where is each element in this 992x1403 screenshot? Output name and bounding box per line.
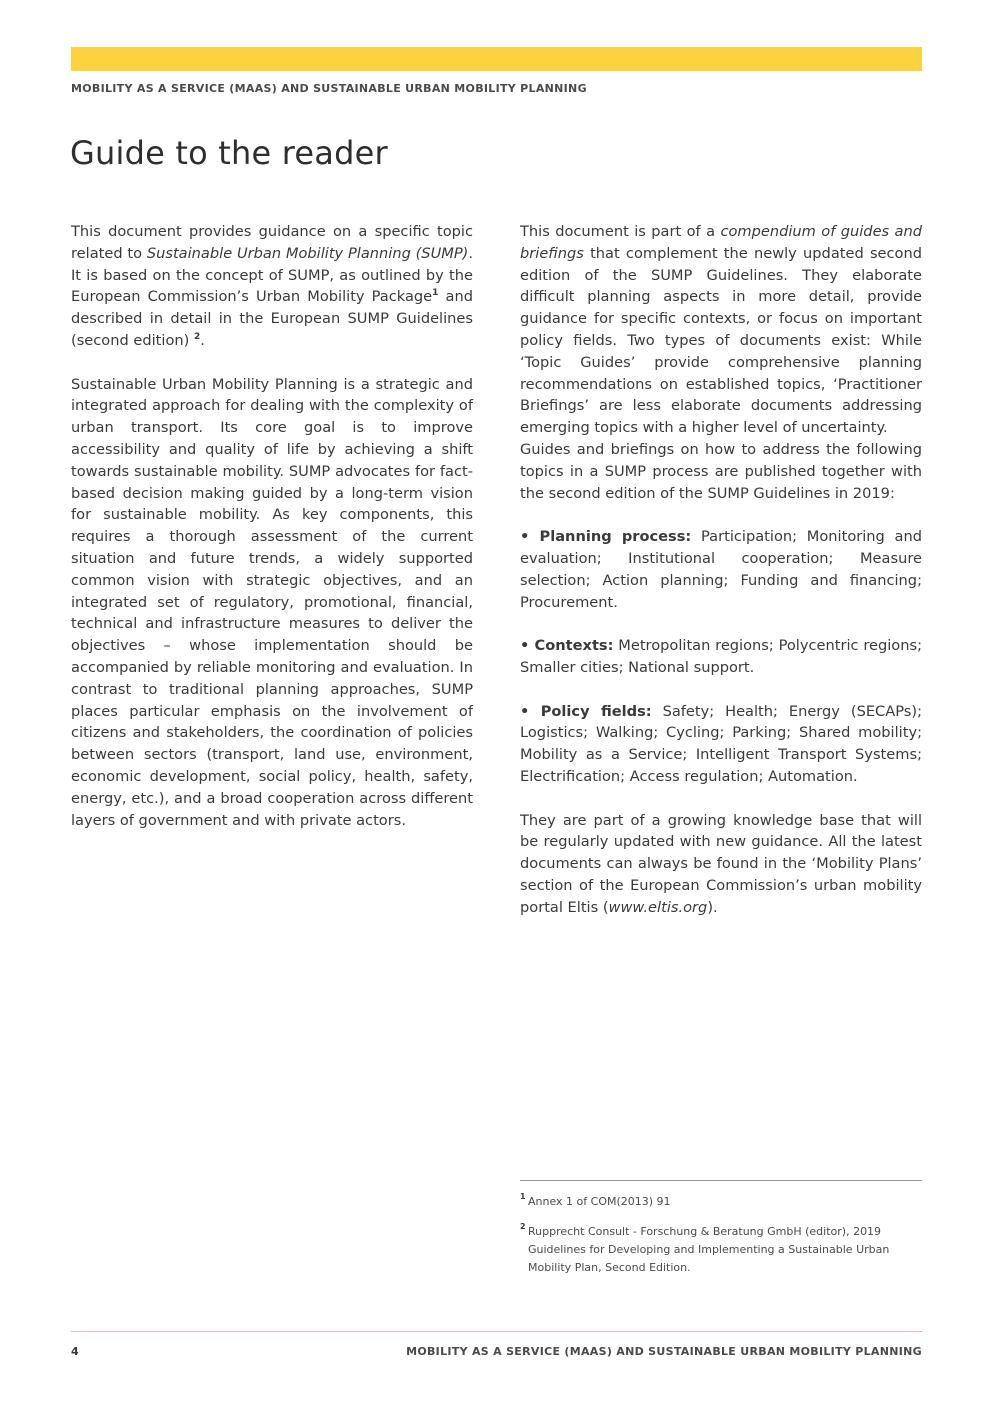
bullet-policy-fields: • Policy fields: Safety; Health; Energy (SECAPs); Logistics; Walking; Cycling; Parking; Shared mobility; Mobility as a Service; Intelligent Transport Systems; Electrification; Access regulation; Automation. <box>520 702 922 785</box>
running-footer: MOBILITY AS A SERVICE (MAAS) AND SUSTAINABLE URBAN MOBILITY PLANNING <box>406 1345 922 1358</box>
bullet-contexts: • Contexts: Metropolitan regions; Polycentric regions; Smaller cities; National support. <box>520 637 922 676</box>
sump-term: Sustainable Urban Mobility Planning (SUMP) <box>146 244 469 262</box>
footnote-text: Annex 1 of COM(2013) 91 <box>528 1195 671 1208</box>
footer-divider <box>71 1331 922 1332</box>
footnote-divider <box>520 1180 922 1181</box>
page-title: Guide to the reader <box>70 134 388 172</box>
bullet-label: • Contexts: <box>520 637 614 655</box>
intro-paragraph: This document provides guidance on a specific topic related to Sustainable Urban Mobility Planning (SUMP). It is based on the concept of SUMP, as outlined by the European Commission’s Urban Mobility Package$^1$ and described in detail in the European SUMP Guidelines (second edition) $^2$. <box>71 223 473 349</box>
left-column <box>71 221 473 831</box>
footnote-ref-1[interactable]: 1 <box>432 288 439 299</box>
footnote-number: 2 <box>520 1222 526 1231</box>
eltis-link[interactable]: www.eltis.org <box>608 898 708 916</box>
footnote-2 <box>520 1223 922 1277</box>
compendium-term: compendium of guides and briefings <box>520 223 923 262</box>
topics-intro-paragraph: Guides and briefings on how to address the following topics in a SUMP process are published together with the second edition of the SUMP Guidelines in 2019: <box>520 440 922 502</box>
bullet-label: • Policy fields: <box>520 702 652 720</box>
bullet-label: • Planning process: <box>520 528 692 546</box>
footnote-text: Rupprecht Consult - Forschung & Beratung GmbH (editor), 2019 Guidelines for Developing and Implementing a Sustainable Urban Mobility Plan, Second Edition. <box>528 1225 890 1274</box>
page-number: 4 <box>71 1345 79 1358</box>
bullet-planning-process: • Planning process: Participation; Monitoring and evaluation; Institutional cooperation; Measure selection; Action planning; Funding and financing; Procurement. <box>520 528 922 611</box>
footnote-number: 1 <box>520 1192 526 1201</box>
footnotes <box>520 1193 922 1289</box>
footnote-ref-2[interactable]: 2 <box>193 331 201 342</box>
sump-definition-paragraph: Sustainable Urban Mobility Planning is a strategic and integrated approach for dealing with the complexity of urban transport. Its core goal is to improve accessibility and quality of life by achieving a shift towards sustainable mobility. SUMP advocates for fact-based decision making guided by a long-term vision for sustainable mobility. As key components, this requires a thorough assessment of the current situation and future trends, a widely supported common vision with strategic objectives, and an integrated set of regulatory, promotional, financial, technical and infrastructure measures to deliver the objectives – whose implementation should be accompanied by reliable monitoring and evaluation. In contrast to traditional planning approaches, SUMP places particular emphasis on the involvement of citizens and stakeholders, the coordination of policies between sectors (transport, land use, environment, economic development, social policy, health, safety, energy, etc.), and a broad cooperation across different layers of government and with private actors. <box>71 375 473 829</box>
knowledge-base-paragraph: They are part of a growing knowledge base that will be regularly updated with new guidance. All the latest documents can always be found in the ‘Mobility Plans’ section of the European Commission’s urban mobility portal Eltis (www.eltis.org). <box>520 811 922 916</box>
right-column <box>520 221 922 919</box>
compendium-paragraph: This document is part of a compendium of guides and briefings that complement the newly updated second edition of the SUMP Guidelines. They elaborate difficult planning aspects in more detail, provide guidance for specific contexts, or focus on important policy fields. Two types of documents exist: While ‘Topic Guides’ provide comprehensive planning recommendations on established topics, ‘Practitioner Briefings’ are less elaborate documents addressing emerging topics with a higher level of uncertainty. <box>520 223 923 437</box>
header-accent-bar <box>71 47 922 71</box>
footnote-1 <box>520 1193 922 1211</box>
running-header: MOBILITY AS A SERVICE (MAAS) AND SUSTAINABLE URBAN MOBILITY PLANNING <box>71 82 587 95</box>
